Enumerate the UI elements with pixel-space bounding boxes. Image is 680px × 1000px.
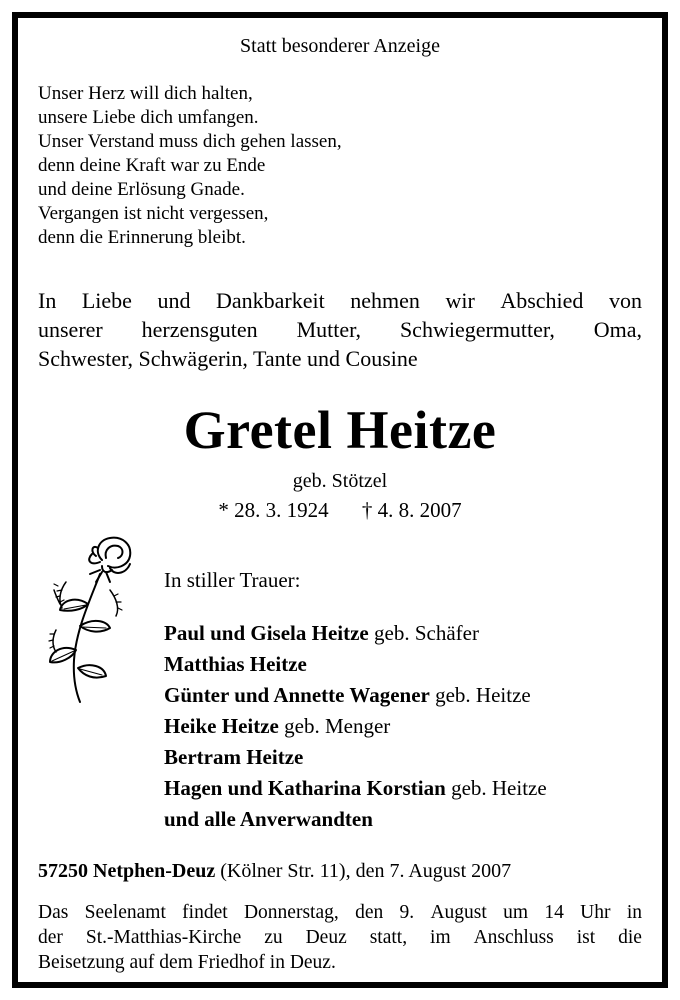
notice-line-1 [38, 900, 642, 925]
notice-word: August [430, 902, 487, 923]
mourning-label: In stiller Trauer: [164, 568, 301, 592]
intro-paragraph [38, 286, 642, 373]
mourner-entry [164, 618, 547, 649]
mourner-name: Bertram Heitze [164, 745, 304, 769]
intro-word: Mutter, [296, 317, 362, 342]
intro-word: unserer [38, 317, 103, 342]
poem [38, 82, 342, 250]
intro-word: wir [445, 288, 475, 313]
poem-line: Unser Herz will dich halten, [38, 83, 253, 104]
notice-word: St.-Matthias-Kirche [85, 927, 242, 948]
intro-word: In [38, 288, 57, 313]
notice-word: den [355, 902, 384, 923]
mourner-name: Paul und Gisela Heitze [164, 621, 369, 645]
mourner-name: und alle Anverwandten [164, 807, 373, 831]
mourner-name: Hagen und Katharina Korstian [164, 776, 446, 800]
mourner-note: geb. Heitze [445, 776, 547, 800]
intro-line-3: Schwester, Schwägerin, Tante und Cousine [38, 346, 418, 371]
notice-word: Das [38, 902, 69, 923]
notice-word: 9. [399, 902, 415, 923]
notice-word: in [626, 902, 642, 923]
birth-date: * 28. 3. 1924 [218, 498, 329, 522]
intro-word: Liebe [81, 288, 132, 313]
mourner-entry [164, 804, 547, 835]
rose-icon [40, 530, 140, 710]
mourner-entry [164, 680, 547, 711]
mourner-entry [164, 711, 547, 742]
poem-line: unsere Liebe dich umfangen. [38, 107, 259, 128]
intro-line-2 [38, 315, 642, 344]
notice-word: Anschluss [473, 927, 554, 948]
notice-word: um [503, 902, 529, 923]
intro-word: Schwiegermutter, [399, 317, 555, 342]
notice-word: Uhr [580, 902, 611, 923]
notice-word: statt, [369, 927, 408, 948]
mourner-entry [164, 649, 547, 680]
intro-word: Abschied [500, 288, 584, 313]
intro-word: herzensguten [141, 317, 258, 342]
intro-word: Dankbarkeit [216, 288, 325, 313]
notice-word: Deuz [305, 927, 347, 948]
mourner-note: geb. Menger [278, 714, 391, 738]
intro-word: nehmen [350, 288, 420, 313]
notice-line-3: Beisetzung auf dem Friedhof in Deuz. [38, 952, 336, 973]
place-date-line [38, 860, 511, 883]
mourner-name: Heike Heitze [164, 714, 279, 738]
intro-word: von [608, 288, 642, 313]
mourner-entry [164, 742, 547, 773]
notice-word: der [38, 927, 63, 948]
notice-word: im [430, 927, 451, 948]
obituary-frame [12, 12, 668, 988]
mourners-list [164, 618, 547, 835]
place-name: 57250 Netphen-Deuz [38, 860, 216, 882]
death-date: † 4. 8. 2007 [361, 498, 462, 522]
poem-line: denn die Erinnerung bleibt. [38, 227, 246, 248]
place-address-date: (Kölner Str. 11), den 7. August 2007 [215, 860, 512, 882]
poem-line: Vergangen ist nicht vergessen, [38, 203, 269, 224]
intro-word: Oma, [593, 317, 642, 342]
poem-line: und deine Erlösung Gnade. [38, 179, 245, 200]
notice-word: Seelenamt [84, 902, 166, 923]
notice-word: findet [182, 902, 228, 923]
mourner-name: Günter und Annette Wagener [164, 683, 430, 707]
poem-line: Unser Verstand muss dich gehen lassen, [38, 131, 342, 152]
intro-line-1 [38, 286, 642, 315]
notice-line-2 [38, 925, 642, 950]
notice-word: Donnerstag, [243, 902, 339, 923]
notice-word: ist [576, 927, 596, 948]
born-name: geb. Stötzel [292, 470, 388, 492]
service-notice [38, 900, 642, 975]
header-text: Statt besonderer Anzeige [240, 35, 440, 57]
notice-word: 14 [544, 902, 564, 923]
mourner-name: Matthias Heitze [164, 652, 307, 676]
mourner-entry [164, 773, 547, 804]
life-dates [18, 498, 662, 523]
poem-line: denn deine Kraft war zu Ende [38, 155, 266, 176]
deceased-name: Gretel Heitze [183, 400, 497, 460]
mourner-note: geb. Heitze [429, 683, 531, 707]
notice-word: zu [264, 927, 283, 948]
intro-word: und [157, 288, 191, 313]
notice-word: die [618, 927, 642, 948]
mourner-note: geb. Schäfer [368, 621, 479, 645]
